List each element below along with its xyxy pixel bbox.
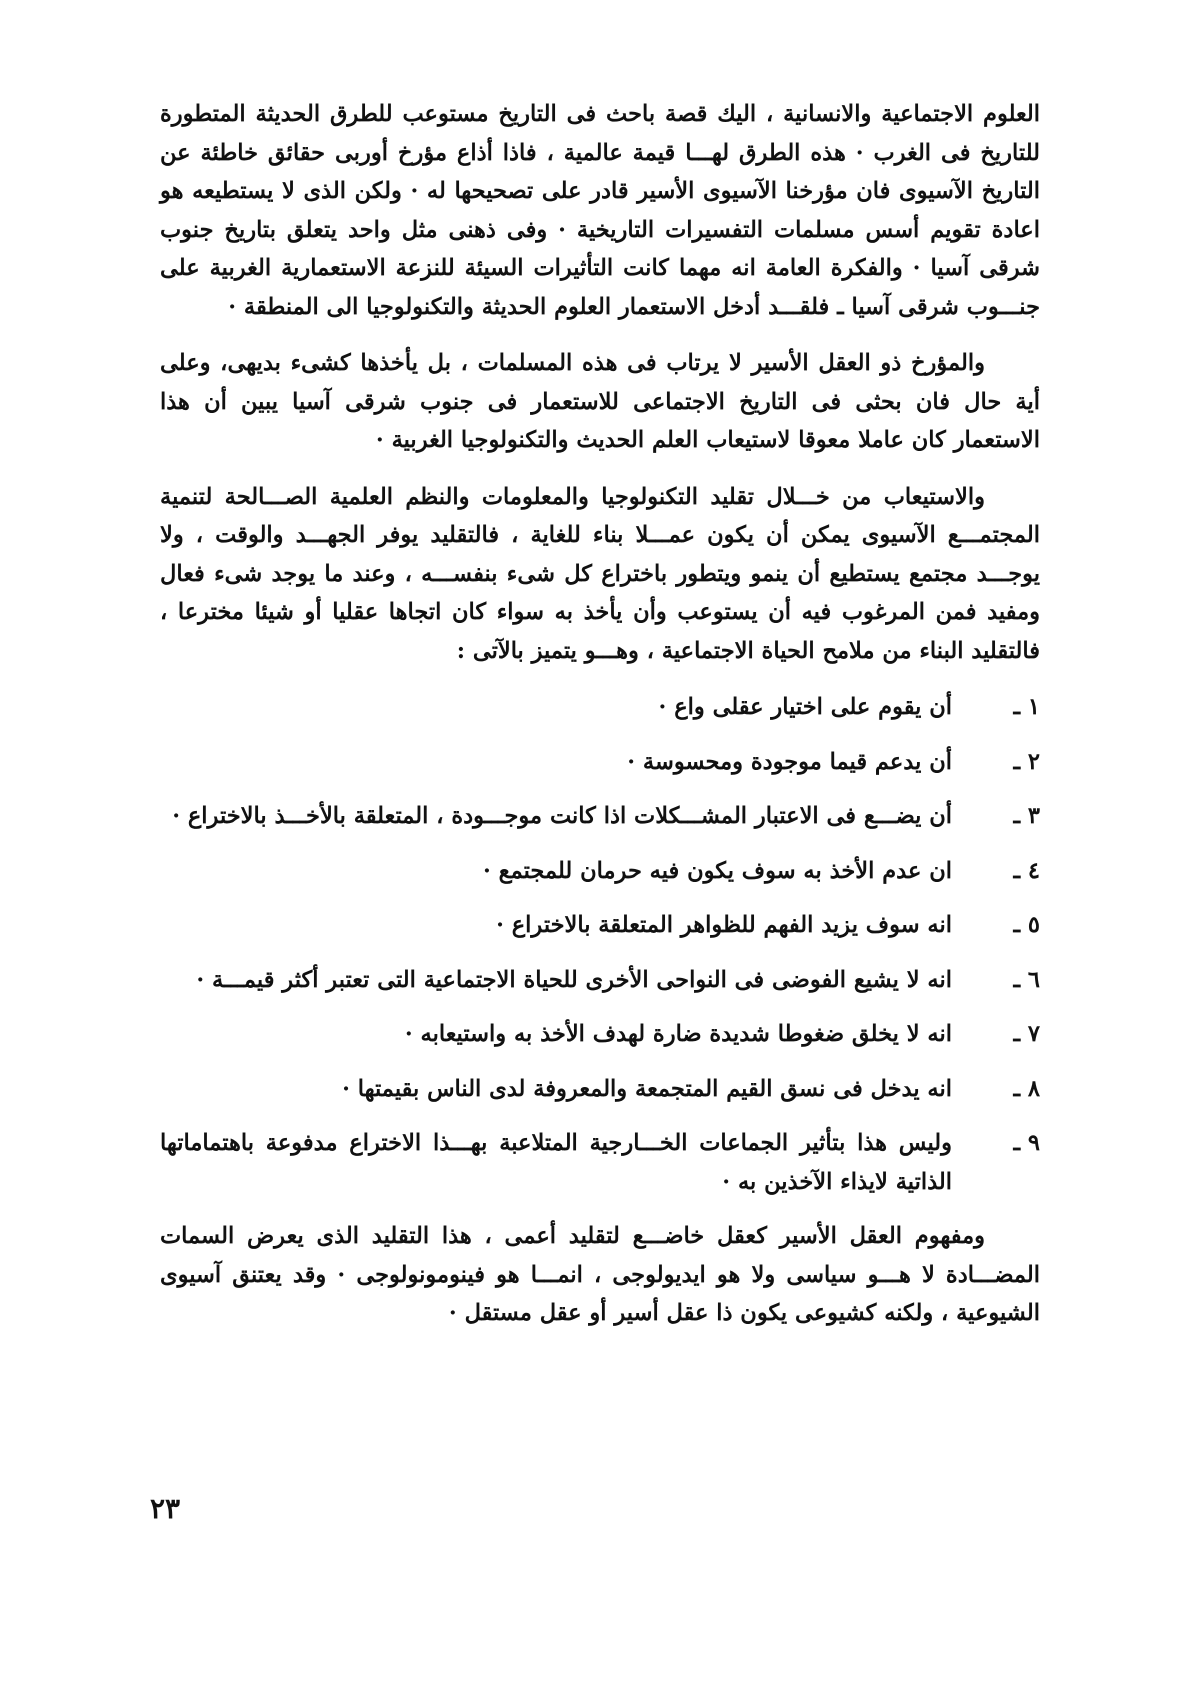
- paragraph-1: العلوم الاجتماعية والانسانية ، اليك قصة باحث فى التاريخ مستوعب للطرق الحديثة المتطورة للتاريخ فى الغرب · هذه الطرق لهـــا قيمة عالمية ، فاذا أذاع مؤرخ أوربى حقائق خاطئة عن التاريخ الآسيوى فان مؤرخنا الآسيوى الأسير قادر على تصحيحها له · ولكن الذى لا يستطيعه هو اعادة تقويم أسس مسلمات التفسيرات التاريخية · وفى ذهنى مثل واحد يتعلق بتاريخ جنوب شرقى آسيا · والفكرة العامة انه مهما كانت التأثيرات السيئة للنزعة الاستعمارية الغربية على جنـــوب شرقى آسيا ـ فلقـــد أدخل الاستعمار العلوم الحديثة والتكنولوجيا الى المنطقة ·: [160, 101, 1040, 320]
- list-item: [160, 1124, 1040, 1201]
- list-item-text: أن يضـــع فى الاعتبار المشـــكلات اذا كانت موجـــودة ، المتعلقة بالأخـــذ بالاختراع ·: [172, 803, 952, 829]
- list-item-text: انه لا يخلق ضغوطا شديدة ضارة لهدف الأخذ به واستيعابه ·: [404, 1021, 952, 1047]
- list-item-number: ١ ـ: [1013, 694, 1040, 720]
- list-item-number: ٨ ـ: [1013, 1075, 1040, 1102]
- list-item-text: أن يقوم على اختيار عقلى واع ·: [658, 694, 952, 720]
- list-item: [160, 852, 1040, 891]
- list-item: [160, 688, 1040, 727]
- list-item-number: ٢ ـ: [1013, 748, 1040, 775]
- paragraph-4: ومفهوم العقل الأسير كعقل خاضـــع لتقليد أعمى ، هذا التقليد الذى يعرض السمات المضـــادة لا هـــو سياسى ولا هو ايديولوجى ، انمـــا هو فينومونولوجى · وقد يعتنق آسيوى الشيوعية ، ولكنه كشيوعى يكون ذا عقل أسير أو عقل مستقل ·: [160, 1223, 1040, 1326]
- list-item-text: وليس هذا بتأثير الجماعات الخـــارجية المتلاعبة بهـــذا الاختراع مدفوعة باهتماماتها الذاتية لايذاء الآخذين به ·: [160, 1130, 952, 1195]
- list-item-text: انه لا يشيع الفوضى فى النواحى الأخرى للحياة الاجتماعية التى تعتبر أكثر قيمـــة ·: [196, 966, 952, 993]
- list-item: [160, 1015, 1040, 1054]
- list-item: [160, 743, 1040, 782]
- list-item: [160, 797, 1040, 836]
- list-item-number: ٧ ـ: [1013, 1021, 1040, 1047]
- paragraph-2: والمؤرخ ذو العقل الأسير لا يرتاب فى هذه المسلمات ، بل يأخذها كشىء بديهى، وعلى أية حال فان بحثى فى التاريخ الاجتماعى للاستعمار فى جنوب شرقى آسيا يبين أن هذا الاستعمار كان عاملا معوقا لاستيعاب العلم الحديث والتكنولوجيا الغربية ·: [160, 350, 1040, 453]
- list-item: [160, 906, 1040, 945]
- list-item-text: ان عدم الأخذ به سوف يكون فيه حرمان للمجتمع ·: [482, 857, 952, 884]
- paragraph-3: والاستيعاب من خـــلال تقليد التكنولوجيا والمعلومات والنظم العلمية الصـــالحة لتنمية المجتمـــع الآسيوى يمكن أن يكون عمـــلا بناء للغاية ، فالتقليد يوفر الجهـــد والوقت ، ولا يوجـــد مجتمع يستطيع أن ينمو ويتطور باختراع كل شىء بنفســـه ، وعند ما يوجد شىء فعال ومفيد فمن المرغوب فيه أن يستوعب وأن يأخذ به سواء كان اتجاها عقليا أو شيئا مخترعا ، فالتقليد البناء من ملامح الحياة الاجتماعية ، وهـــو يتميز بالآتى :: [160, 483, 1040, 664]
- page-number: ٢٣: [150, 1492, 181, 1525]
- list-item: [160, 1070, 1040, 1109]
- list-item-number: ٦ ـ: [1013, 966, 1040, 993]
- list-item-number: ٩ ـ: [1013, 1130, 1040, 1156]
- list-item: [160, 961, 1040, 1000]
- list-item-text: أن يدعم قيما موجودة ومحسوسة ·: [627, 748, 952, 775]
- body-text: [160, 95, 1040, 1351]
- list-item-text: انه سوف يزيد الفهم للظواهر المتعلقة بالاختراع ·: [496, 912, 952, 938]
- list-item-number: ٤ ـ: [1013, 857, 1040, 884]
- numbered-list: [160, 688, 1040, 1201]
- list-item-text: انه يدخل فى نسق القيم المتجمعة والمعروفة لدى الناس بقيمتها ·: [342, 1075, 952, 1102]
- list-item-number: ٣ ـ: [1013, 803, 1040, 829]
- list-item-number: ٥ ـ: [1013, 912, 1040, 938]
